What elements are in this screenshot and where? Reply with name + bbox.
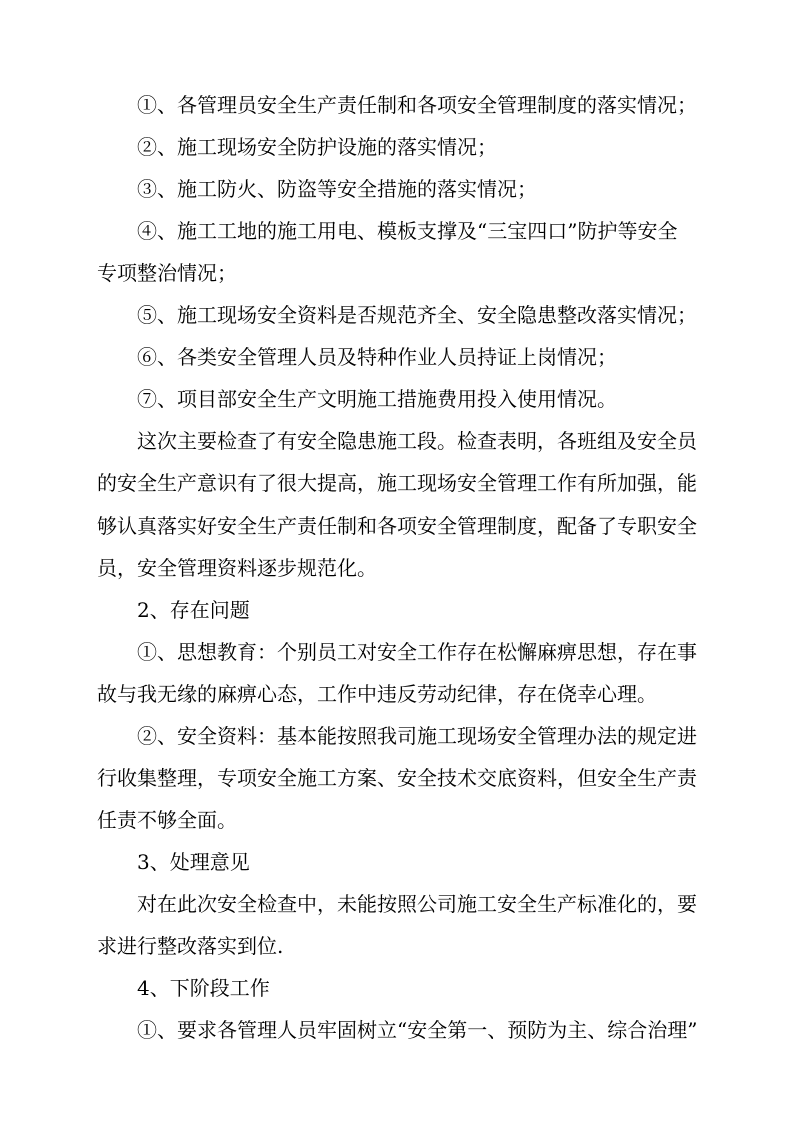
text-line: 故与我无缘的麻痹心态，工作中违反劳动纪律，存在侥幸心理。 [97,681,657,706]
text-line: ①、各管理员安全生产责任制和各项安全管理制度的落实情况； [137,93,697,117]
text-line: 的安全生产意识有了很大提高，施工现场安全管理工作有所加强，能 [97,471,697,496]
text-line: 专项整治情况； [97,261,237,286]
text-line: 够认真落实好安全生产责任制和各项安全管理制度，配备了专职安全 [97,513,697,538]
text-line: 这次主要检查了有安全隐患施工段。检查表明，各班组及安全员 [137,429,697,454]
text-line: 对在此次安全检查中，未能按照公司施工安全生产标准化的，要 [137,891,697,916]
text-line: ④、施工工地的施工用电、模板支撑及“三宝四口”防护等安全 [137,219,678,244]
text-line: ⑤、施工现场安全资料是否规范齐全、安全隐患整改落实情况； [137,303,697,328]
text-line: ⑦、项目部安全生产文明施工措施费用投入使用情况。 [137,387,617,412]
text-line: 任责不够全面。 [97,807,237,832]
text-line: ①、思想教育：个别员工对安全工作存在松懈麻痹思想，存在事 [137,639,697,664]
text-line: ⑥、各类安全管理人员及特种作业人员持证上岗情况； [137,345,617,370]
text-line: ③、施工防火、防盗等安全措施的落实情况； [137,177,537,202]
text-line: ①、要求各管理人员牢固树立“安全第一、预防为主、综合治理” [137,1018,698,1043]
text-line: 4、下阶段工作 [137,976,270,1001]
text-line: ②、施工现场安全防护设施的落实情况； [137,135,497,160]
text-line: 3、处理意见 [137,849,250,874]
text-line: 行收集整理，专项安全施工方案、安全技术交底资料，但安全生产责 [97,765,697,790]
text-line: ②、安全资料：基本能按照我司施工现场安全管理办法的规定进 [137,723,697,748]
text-line: 2、存在问题 [137,597,250,622]
text-line: 求进行整改落实到位. [97,934,284,958]
text-line: 员，安全管理资料逐步规范化。 [97,555,377,580]
